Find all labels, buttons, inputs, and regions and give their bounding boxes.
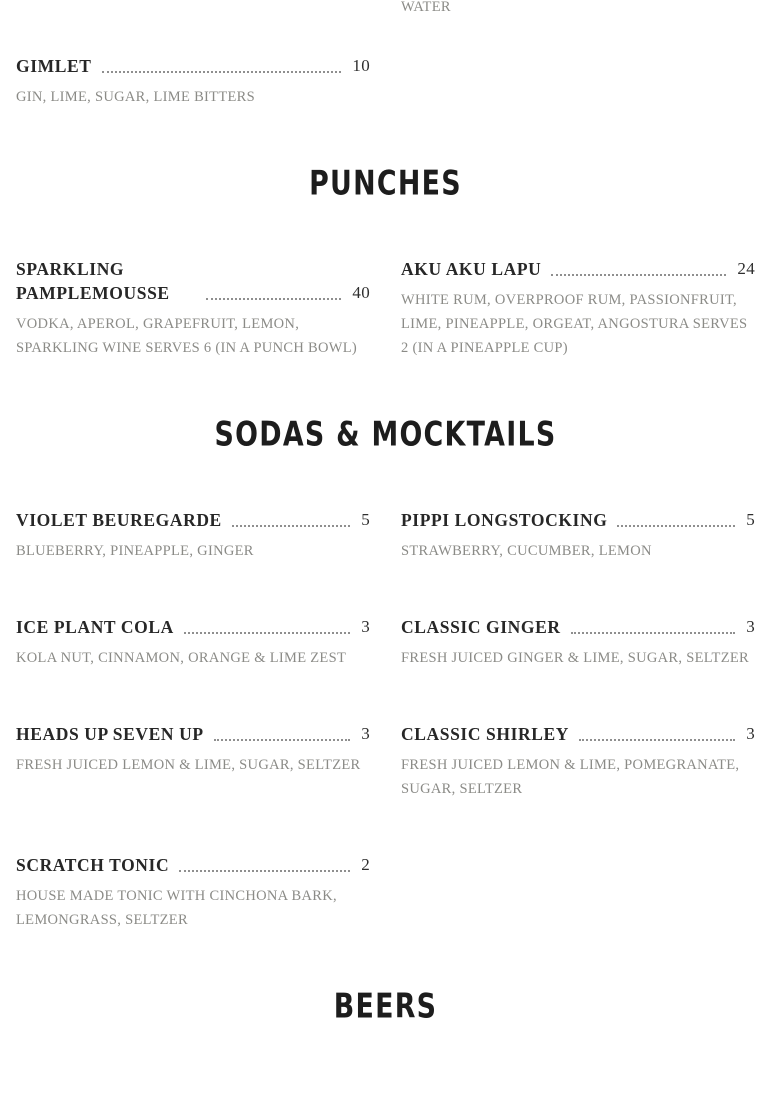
dot-leader	[214, 739, 351, 741]
menu-item-name: HEADS UP SEVEN UP	[16, 724, 204, 744]
menu-item-price: 5	[361, 510, 370, 529]
menu-column-right	[401, 0, 755, 109]
menu-item	[16, 853, 370, 932]
menu-item-head	[16, 615, 370, 639]
menu-row	[16, 615, 755, 670]
menu-column-left	[16, 508, 370, 563]
menu-column-right	[401, 257, 755, 360]
menu-item	[16, 508, 370, 563]
menu-item-name: PIPPI LONGSTOCKING	[401, 510, 608, 530]
menu-column-left	[16, 615, 370, 670]
section-title-beers: BEERS	[333, 986, 438, 1026]
menu-column-right	[401, 853, 755, 932]
menu-item-description: BLUEBERRY, PINEAPPLE, GINGER	[16, 543, 254, 559]
menu-row	[16, 508, 755, 563]
menu-item-name: CLASSIC SHIRLEY	[401, 724, 570, 744]
menu-row	[16, 722, 755, 801]
menu-column-left	[16, 853, 370, 932]
menu-item-name: GIMLET	[16, 56, 92, 76]
menu-row	[16, 257, 755, 360]
menu-item-name: VIOLET BEUREGARDE	[16, 510, 222, 530]
menu-item-description: STRAWBERRY, CUCUMBER, LEMON	[401, 543, 652, 559]
menu-column-left	[16, 722, 370, 801]
menu-item-description: VODKA, APEROL, GRAPEFRUIT, LEMON, SPARKLING WINE SERVES 6 (IN A PUNCH BOWL)	[16, 316, 358, 356]
menu-item	[16, 257, 370, 360]
menu-item	[401, 508, 755, 563]
dot-leader	[179, 870, 350, 872]
menu-item	[401, 257, 755, 360]
menu-item-price: 24	[737, 259, 755, 278]
menu-item-head	[16, 508, 370, 532]
menu-item-price: 3	[746, 617, 755, 636]
menu-item-head	[401, 508, 755, 532]
menu-item	[16, 54, 370, 109]
menu-item-name: AKU AKU LAPU	[401, 259, 542, 279]
menu-item-head	[401, 722, 755, 746]
menu-item-price: 2	[361, 855, 370, 874]
menu-item-description: FRESH JUICED LEMON & LIME, POMEGRANATE, SUGAR, SELTZER	[401, 757, 740, 797]
dot-leader	[232, 525, 350, 527]
menu-item-price: 3	[361, 724, 370, 743]
dot-leader	[571, 632, 736, 634]
menu-item	[401, 722, 755, 801]
section-title-punches: PUNCHES	[309, 163, 462, 203]
menu-item-description: FRESH JUICED GINGER & LIME, SUGAR, SELTZER	[401, 650, 749, 666]
menu-item	[16, 615, 370, 670]
menu-row	[16, 0, 755, 109]
menu-item-description-fragment: WATER	[401, 0, 451, 15]
menu-item-head	[16, 722, 370, 746]
menu-item-description: KOLA NUT, CINNAMON, ORANGE & LIME ZEST	[16, 650, 347, 666]
menu-column-right	[401, 615, 755, 670]
menu-column-right	[401, 508, 755, 563]
menu-column-left	[16, 0, 370, 109]
section-title-sodas-mocktails: SODAS & MOCKTAILS	[214, 414, 557, 454]
menu-item-price: 40	[352, 283, 370, 302]
menu-column-right	[401, 722, 755, 801]
menu-item-name: ICE PLANT COLA	[16, 617, 174, 637]
menu-item-head	[401, 257, 755, 281]
menu-column-left	[16, 257, 370, 360]
menu-item-name: SCRATCH TONIC	[16, 855, 170, 875]
dot-leader	[551, 274, 726, 276]
menu-item-name: SPARKLING PAMPLEMOUSSE	[16, 259, 170, 303]
menu-item-price: 3	[746, 724, 755, 743]
menu-item-description: WHITE RUM, OVERPROOF RUM, PASSIONFRUIT, LIME, PINEAPPLE, ORGEAT, ANGOSTURA SERVES 2 (IN A PINEAPPLE CUP)	[401, 292, 748, 356]
menu-item-description: GIN, LIME, SUGAR, LIME BITTERS	[16, 89, 255, 105]
menu-item-price: 10	[352, 56, 370, 75]
dot-leader	[184, 632, 350, 634]
menu-item-head	[16, 54, 370, 78]
menu-item	[16, 722, 370, 777]
dot-leader	[579, 739, 735, 741]
menu-item	[401, 615, 755, 670]
menu-item-price: 5	[746, 510, 755, 529]
menu-item-description: HOUSE MADE TONIC WITH CINCHONA BARK, LEMONGRASS, SELTZER	[16, 888, 337, 928]
dot-leader	[102, 71, 342, 73]
menu-item-head	[16, 853, 370, 877]
menu-row	[16, 853, 755, 932]
dot-leader	[206, 298, 341, 300]
menu-item-head	[16, 257, 370, 305]
menu-item-description: FRESH JUICED LEMON & LIME, SUGAR, SELTZER	[16, 757, 361, 773]
dot-leader	[617, 525, 735, 527]
menu-item-head	[401, 615, 755, 639]
menu-item-price: 3	[361, 617, 370, 636]
menu-item-name: CLASSIC GINGER	[401, 617, 561, 637]
